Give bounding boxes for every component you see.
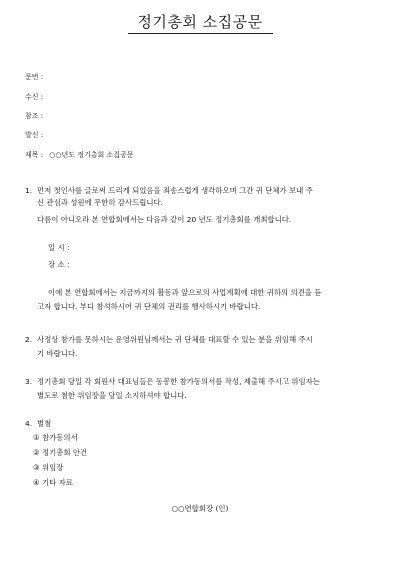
paragraph-number: 2. <box>25 335 33 344</box>
closing-signature: ○○연합회장 (인) <box>171 504 229 513</box>
paragraph-number: 1. <box>25 186 33 195</box>
body-paragraph-line: 고자 합니다. 부디 참석하시어 귀 단체의 권리를 행사하시기 바랍니다. <box>37 302 261 311</box>
attachment-item: ① 참가동의서 <box>33 433 78 442</box>
paragraph-2-line: 사정상 참가를 못하시는 운영위원님께서는 귀 단체를 대표할 수 있는 분을 위임해 주시 <box>37 335 313 344</box>
meta-recipient <box>25 92 47 102</box>
paragraph-1-line: 먼저 첫인사를 글로써 드리게 되었음을 죄송스럽게 생각하오며 그간 귀 단체가 보내 주 <box>37 186 313 195</box>
meta-sender <box>25 130 47 140</box>
meta-label: 수신 : <box>25 93 44 101</box>
attachments-label: 별첨 <box>37 419 52 428</box>
meta-subject <box>25 150 134 160</box>
paragraph-number: 3. <box>25 377 33 386</box>
paragraph-1-line: 다름이 아니오라 본 연합회에서는 다음과 같이 20 년도 정기총회를 개최합니다. <box>37 215 292 224</box>
meta-reference <box>25 111 47 121</box>
document-title: 정기총회 소집공문 <box>137 13 263 31</box>
paragraph-2-line: 기 바랍니다. <box>37 349 78 358</box>
meta-value: ○○년도 정기총회 소집공문 <box>49 151 134 159</box>
attachment-item: ② 정기총회 안건 <box>33 448 88 457</box>
paragraph-1-line: 신 관심과 성원에 무한히 감사드립니다. <box>37 198 163 207</box>
attachment-item: ③ 위임장 <box>33 463 64 472</box>
meta-label: 문번 : <box>25 73 44 81</box>
meeting-date-label: 일 시 : <box>48 243 70 252</box>
meta-label: 제목 : <box>25 151 44 159</box>
meta-label: 참조 : <box>25 112 44 120</box>
attachment-item: ④ 기타 자료 <box>33 478 73 487</box>
body-paragraph-line: 이에 본 연합회에서는 지금까지의 활동과 앞으로의 사업계획에 대한 귀하의 의견을 듣 <box>48 288 322 297</box>
meta-label: 발신 : <box>25 131 44 139</box>
paragraph-number: 4. <box>25 419 33 428</box>
meta-doc-number <box>25 72 47 82</box>
paragraph-3-line: 정기총회 당일 각 회원사 대표님들은 동봉한 참가동의서를 작성, 제출해 주시고 위임자는 <box>37 377 320 386</box>
meeting-place-label: 장 소 : <box>48 260 70 269</box>
title-underline <box>128 33 273 34</box>
paragraph-3-line: 별도로 첨한 위임장을 당일 소지하셔야 합니다. <box>37 391 187 400</box>
